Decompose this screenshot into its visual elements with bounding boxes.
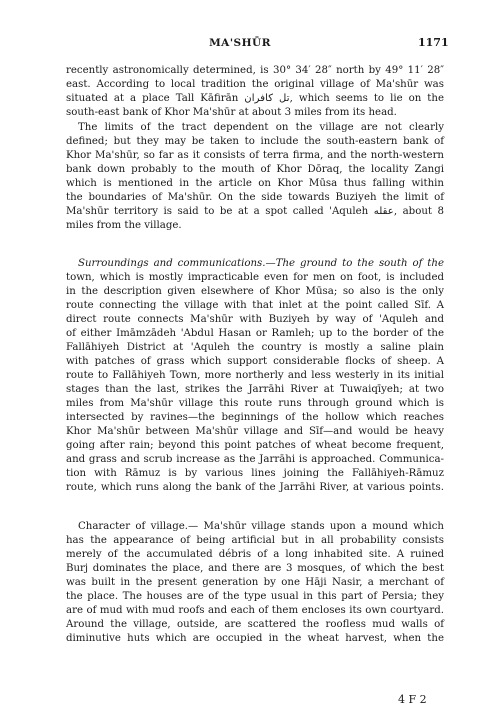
text-line: tion with Rāmuz is by various lines joining the Fallāhiyeh-Rāmuz	[66, 468, 444, 479]
text-line: intersected by ravines—the beginnings of the hollow which reaches	[66, 412, 444, 423]
text-line: Khor Ma'shūr, so far as it consists of terra firma, and the north-western	[66, 150, 444, 161]
text-line: Ma'shūr territory is said to be at a spot called 'Aquleh عقله, about 8	[66, 206, 444, 217]
page-number: 1171	[418, 36, 449, 49]
text-line: are of mud with mud roofs and each of them encloses its own courtyard.	[66, 605, 444, 616]
text-line: Burj dominates the place, and there are 3 mosques, of which the best	[66, 563, 444, 574]
text-line: route connecting the village with that inlet at the point called Sīf. A	[66, 300, 444, 311]
text-line: in the description given elsewhere of Khor Mūsa; so also is the only	[66, 286, 444, 297]
text-line: Around the village, outside, are scattered the roofless mud walls of	[66, 619, 444, 630]
text-line: south-east bank of Khor Ma'shūr at about 3 miles from its head.	[66, 107, 397, 118]
text-line: recently astronomically determined, is 30° 34′ 28″ north by 49° 11′ 28″	[66, 65, 444, 76]
text-line: merely of the accumulated débris of a long inhabited site. A ruined	[66, 549, 444, 560]
running-header-title: MA'SHŪR	[209, 37, 271, 49]
section-heading-line: Surroundings and communications.—The ground to the south of the	[78, 258, 444, 269]
text-line: which is mentioned in the article on Khor Mūsa thus falling within	[66, 178, 444, 189]
text-line: direct route connects Ma'shūr with Buziyeh by way of 'Aquleh and	[66, 314, 444, 325]
text-line: The limits of the tract dependent on the village are not clearly	[78, 122, 444, 133]
text-line: has the appearance of being artificial but in all probability consists	[66, 535, 444, 546]
text-line: east. According to local tradition the original village of Ma'shūr was	[66, 79, 444, 90]
text-line: stages than the last, strikes the Jarrāhi River at Tuwaiqīyeh; at two	[66, 384, 444, 395]
text-line: with patches of grass which support considerable flocks of sheep. A	[66, 356, 444, 367]
text-line: and grass and scrub increase as the Jarrāhi is approached. Communica-	[66, 454, 444, 465]
text-line: town, which is mostly impracticable even for men on foot, is included	[66, 272, 444, 283]
text-line: Fallāhiyeh District at 'Aquleh the country is mostly a saline plain	[66, 342, 444, 353]
signature-mark: 4 F 2	[398, 693, 427, 706]
text-line: going after rain; beyond this point patches of wheat become frequent,	[66, 440, 444, 451]
text-line: Khor Ma'shūr between Ma'shūr village and Sīf—and would be heavy	[66, 426, 444, 437]
text-line: miles from the village.	[66, 220, 182, 231]
text-line: of either Imāmzādeh 'Abdul Hasan or Ramleh; up to the border of the	[66, 328, 444, 339]
text-line: the boundaries of Ma'shūr. On the side towards Buziyeh the limit of	[66, 192, 444, 203]
section-heading-line: Character of village.— Ma'shūr village stands upon a mound which	[78, 521, 444, 532]
text-line: miles from Ma'shūr village this route runs through ground which is	[66, 398, 444, 409]
text-line: diminutive huts which are occupied in the wheat harvest, when the	[66, 633, 444, 644]
text-line: defined; but they may be taken to include the south-eastern bank of	[66, 136, 444, 147]
text-line: the place. The houses are of the type usual in this part of Persia; they	[66, 591, 444, 602]
text-line: route to Fallāhiyeh Town, more northerly and less westerly in its initial	[66, 370, 444, 381]
text-line: situated at a place Tall Kāfirān تل كافران, which seems to lie on the	[66, 93, 444, 104]
text-line: route, which runs along the bank of the Jarrāhi River, at various points.	[66, 482, 444, 493]
text-line: was built in the present generation by one Hāji Nasir, a merchant of	[66, 577, 444, 588]
text-line: bank down probably to the mouth of Khor Dōraq, the locality Zangi	[66, 164, 444, 175]
